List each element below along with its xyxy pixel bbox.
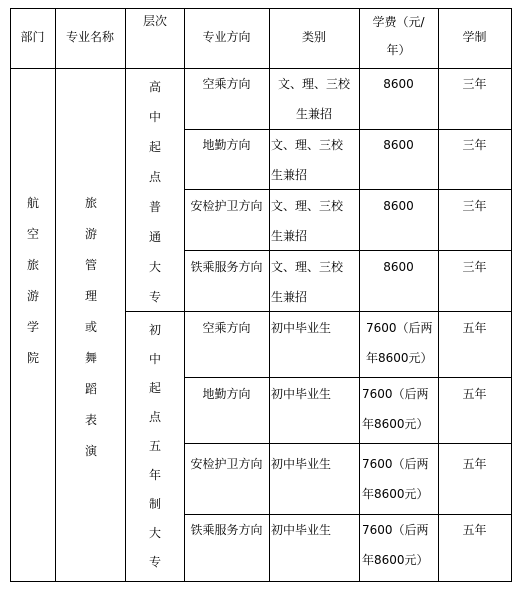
- major-char: 旅: [84, 196, 97, 210]
- category-line1: 文、理、三校: [277, 77, 350, 91]
- table-cell-duration: 五年: [462, 387, 487, 401]
- major-char: 蹈: [84, 382, 97, 396]
- major-char: 舞: [84, 351, 97, 365]
- tuition-line2: 年8600元）: [366, 351, 433, 365]
- level-char: 普: [148, 200, 161, 214]
- table-cell-duration: 五年: [462, 523, 487, 537]
- table-cell-direction: 地勤方向: [202, 387, 251, 401]
- header-level: 层次: [143, 14, 168, 28]
- level-char: 点: [148, 410, 161, 424]
- level-char: 中: [148, 110, 161, 124]
- table-cell-category: [269, 69, 359, 129]
- table-cell-tuition: 8600: [383, 199, 414, 213]
- table-cell-category: 初中毕业生: [271, 523, 332, 537]
- table-cell-direction: 铁乘服务方向: [190, 523, 263, 537]
- row-divider: [184, 514, 512, 515]
- table-cell-category: 初中毕业生: [271, 321, 332, 335]
- tuition-line2: 年8600元）: [362, 487, 429, 501]
- major-char: 或: [84, 320, 97, 334]
- dept-name: [25, 188, 41, 374]
- tuition-line1: 7600（后两: [362, 387, 429, 401]
- category-line1: 文、理、三校: [271, 199, 344, 213]
- category-line1: 文、理、三校: [271, 260, 344, 274]
- column-divider: [55, 8, 56, 582]
- table-border-right: [511, 8, 512, 582]
- level-char: 起: [148, 140, 161, 154]
- tuition-line1: 7600（后两: [362, 523, 429, 537]
- level-high-school: [147, 72, 163, 312]
- tuition-line2: 年8600元）: [362, 553, 429, 567]
- table-cell-tuition: 8600: [383, 77, 414, 91]
- table-cell-category: 初中毕业生: [271, 457, 332, 471]
- table-cell-direction: 安检护卫方向: [190, 457, 263, 471]
- column-divider: [438, 8, 439, 582]
- dept-char: 游: [26, 289, 39, 303]
- level-char: 专: [148, 555, 161, 569]
- table-cell-category: 初中毕业生: [271, 387, 332, 401]
- table-border-bottom: [10, 581, 512, 582]
- level-char: 五: [148, 439, 161, 453]
- major-char: 管: [84, 258, 97, 272]
- table-cell-category: [271, 252, 359, 312]
- tuition-line1: 7600（后两: [366, 321, 433, 335]
- table-border-top: [10, 8, 512, 9]
- level-char: 中: [148, 352, 161, 366]
- table-cell-duration: 三年: [462, 138, 487, 152]
- dept-char: 学: [26, 320, 39, 334]
- header-divider: [10, 68, 512, 69]
- table-cell-duration: 三年: [462, 77, 487, 91]
- table-cell-direction: 安检护卫方向: [190, 199, 263, 213]
- category-line2: 生兼招: [271, 290, 308, 304]
- table-cell-direction: 铁乘服务方向: [190, 260, 263, 274]
- header-duration: 学制: [462, 30, 487, 44]
- category-line2: 生兼招: [271, 229, 308, 243]
- header-major: 专业名称: [65, 30, 114, 44]
- table-cell-category: [271, 191, 359, 251]
- major-char: 演: [84, 444, 97, 458]
- table-cell-tuition: [362, 449, 438, 509]
- level-char: 高: [148, 80, 161, 94]
- category-line1: 文、理、三校: [271, 138, 344, 152]
- table-cell-duration: 五年: [462, 457, 487, 471]
- table-cell-tuition: 8600: [383, 260, 414, 274]
- header-tuition-line1: 学费（元/: [372, 15, 425, 29]
- table-cell-duration: 三年: [462, 199, 487, 213]
- table-cell-direction: 空乘方向: [202, 77, 251, 91]
- dept-char: 旅: [26, 258, 39, 272]
- column-divider: [184, 8, 185, 582]
- dept-char: 空: [26, 227, 39, 241]
- major-name: [83, 188, 99, 467]
- level-char: 起: [148, 381, 161, 395]
- table-cell-tuition: [362, 515, 438, 575]
- header-tuition-line2: 年）: [386, 43, 411, 57]
- dept-char: 航: [26, 196, 39, 210]
- level-char: 初: [148, 323, 161, 337]
- header-direction: 专业方向: [202, 30, 251, 44]
- table-cell-duration: 五年: [462, 321, 487, 335]
- level-junior-school: [147, 316, 163, 577]
- table-cell-direction: 地勤方向: [202, 138, 251, 152]
- dept-char: 院: [26, 351, 39, 365]
- major-char: 游: [84, 227, 97, 241]
- level-char: 大: [148, 526, 161, 540]
- table-cell-duration: 三年: [462, 260, 487, 274]
- category-line2: 生兼招: [295, 107, 332, 121]
- level-char: 大: [148, 260, 161, 274]
- category-line2: 生兼招: [271, 168, 308, 182]
- table-cell-tuition: 8600: [383, 138, 414, 152]
- level-char: 制: [148, 497, 161, 511]
- row-divider: [184, 377, 512, 378]
- column-divider: [125, 8, 126, 582]
- table-cell-category: [271, 130, 359, 190]
- tuition-line2: 年8600元）: [362, 417, 429, 431]
- table-cell-direction: 空乘方向: [202, 321, 251, 335]
- level-char: 通: [148, 230, 161, 244]
- level-char: 点: [148, 170, 161, 184]
- row-divider: [184, 443, 512, 444]
- table-cell-tuition: [362, 379, 438, 439]
- level-char: 年: [148, 468, 161, 482]
- table-cell-tuition: [366, 313, 438, 373]
- tuition-line1: 7600（后两: [362, 457, 429, 471]
- header-category: 类别: [301, 30, 326, 44]
- major-char: 表: [84, 413, 97, 427]
- table-border-left: [10, 8, 11, 582]
- major-char: 理: [84, 289, 97, 303]
- header-dept: 部门: [20, 30, 45, 44]
- column-divider: [359, 8, 360, 582]
- level-char: 专: [148, 290, 161, 304]
